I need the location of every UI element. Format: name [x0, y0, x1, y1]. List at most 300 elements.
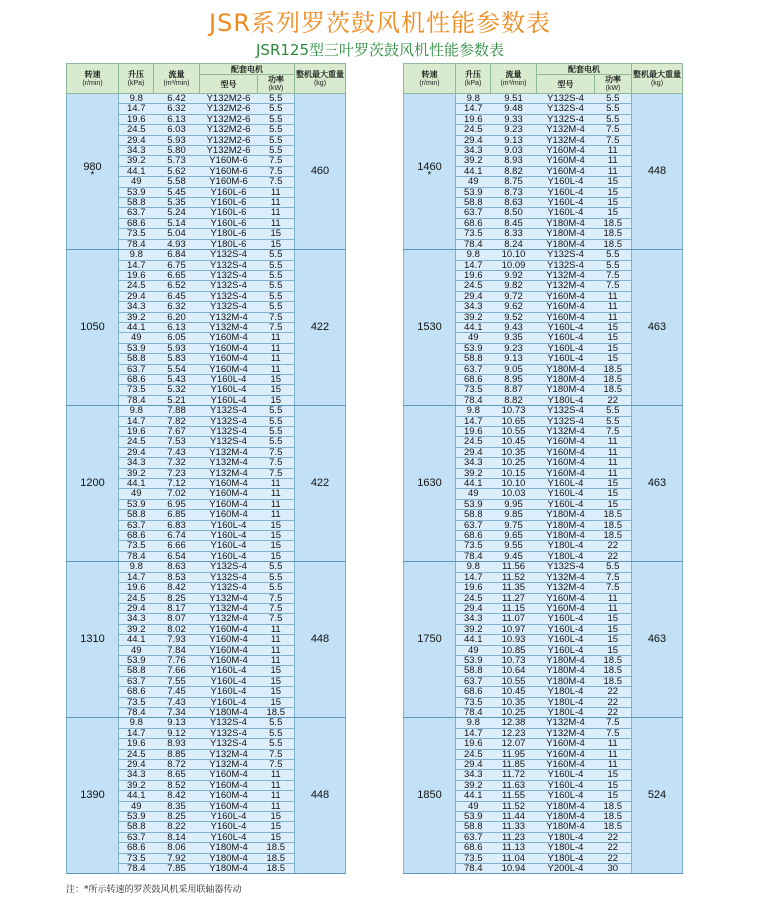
flow-cell: 9.85: [491, 510, 537, 520]
flow-cell: 9.23: [491, 343, 537, 353]
flow-cell: 8.22: [154, 822, 200, 832]
model-cell: Y160L-4: [200, 551, 258, 561]
flow-cell: 7.93: [154, 635, 200, 645]
model-cell: Y160L-6: [200, 218, 258, 228]
model-cell: Y132M-4: [537, 427, 595, 437]
flow-cell: 10.65: [491, 416, 537, 426]
flow-cell: 10.55: [491, 676, 537, 686]
model-cell: Y160M-4: [200, 655, 258, 665]
power-cell: 18.5: [595, 801, 632, 811]
model-cell: Y160M-4: [200, 510, 258, 520]
power-cell: 18.5: [595, 655, 632, 665]
flow-cell: 8.02: [154, 624, 200, 634]
power-cell: 15: [595, 354, 632, 364]
pressure-cell: 24.5: [456, 749, 491, 759]
flow-cell: 11.52: [491, 572, 537, 582]
model-cell: Y160M-4: [200, 770, 258, 780]
flow-cell: 6.95: [154, 499, 200, 509]
model-cell: Y180L-6: [200, 229, 258, 239]
model-cell: Y132S-4: [200, 250, 258, 260]
pressure-cell: 14.7: [119, 260, 154, 270]
header-speed: 转速 (r/min): [404, 64, 456, 94]
flow-cell: 9.13: [491, 135, 537, 145]
power-cell: 5.5: [258, 125, 295, 135]
pressure-cell: 58.8: [456, 198, 491, 208]
model-cell: Y180L-4: [537, 697, 595, 707]
model-cell: Y132M2-6: [200, 114, 258, 124]
model-cell: Y160M-4: [537, 468, 595, 478]
power-cell: 7.5: [258, 166, 295, 176]
power-cell: 11: [595, 749, 632, 759]
model-cell: Y160M-4: [537, 749, 595, 759]
model-cell: Y132M-4: [200, 760, 258, 770]
model-cell: Y132M-4: [200, 447, 258, 457]
pressure-cell: 39.2: [119, 624, 154, 634]
model-cell: Y132M-4: [537, 728, 595, 738]
weight-cell: 448: [632, 94, 683, 250]
model-cell: Y160M-4: [200, 343, 258, 353]
pressure-cell: 63.7: [119, 364, 154, 374]
model-cell: Y180M-4: [537, 655, 595, 665]
power-cell: 18.5: [595, 520, 632, 530]
model-cell: Y180L-4: [537, 832, 595, 842]
pressure-cell: 29.4: [119, 603, 154, 613]
pressure-cell: 19.6: [456, 583, 491, 593]
model-cell: Y160L-4: [537, 198, 595, 208]
model-cell: Y160L-6: [200, 187, 258, 197]
flow-cell: 5.24: [154, 208, 200, 218]
model-cell: Y160L-4: [200, 531, 258, 541]
flow-cell: 7.45: [154, 687, 200, 697]
pressure-cell: 34.3: [456, 146, 491, 156]
flow-cell: 9.23: [491, 125, 537, 135]
power-cell: 5.5: [595, 260, 632, 270]
model-cell: Y160M-6: [200, 177, 258, 187]
model-cell: Y132S-4: [200, 302, 258, 312]
power-cell: 15: [258, 832, 295, 842]
power-cell: 7.5: [595, 583, 632, 593]
pressure-cell: 29.4: [456, 603, 491, 613]
power-cell: 11: [258, 791, 295, 801]
flow-cell: 7.67: [154, 427, 200, 437]
header-flow: 流量 (m³/min): [154, 64, 200, 94]
pressure-cell: 58.8: [119, 822, 154, 832]
model-cell: Y200L-4: [537, 864, 595, 874]
table-row: [404, 718, 683, 728]
power-cell: 15: [595, 499, 632, 509]
power-cell: 15: [258, 239, 295, 249]
model-cell: Y132S-4: [537, 250, 595, 260]
model-cell: Y132S-4: [200, 281, 258, 291]
model-cell: Y160M-4: [537, 447, 595, 457]
pressure-cell: 58.8: [119, 666, 154, 676]
model-cell: Y180M-4: [200, 707, 258, 717]
model-cell: Y160L-4: [200, 697, 258, 707]
power-cell: 22: [595, 551, 632, 561]
power-cell: 15: [258, 687, 295, 697]
pressure-cell: 29.4: [119, 760, 154, 770]
model-cell: Y180M-4: [537, 676, 595, 686]
model-cell: Y160L-4: [200, 822, 258, 832]
power-cell: 11: [258, 208, 295, 218]
model-cell: Y180L-4: [537, 843, 595, 853]
model-cell: Y132S-4: [537, 406, 595, 416]
flow-cell: 8.50: [491, 208, 537, 218]
power-cell: 5.5: [258, 104, 295, 114]
pressure-cell: 78.4: [119, 551, 154, 561]
power-cell: 22: [595, 395, 632, 405]
pressure-cell: 24.5: [456, 593, 491, 603]
power-cell: 7.5: [258, 603, 295, 613]
model-cell: Y160M-4: [537, 291, 595, 301]
pressure-cell: 34.3: [456, 770, 491, 780]
flow-cell: 5.93: [154, 343, 200, 353]
pressure-cell: 19.6: [119, 114, 154, 124]
power-cell: 18.5: [595, 385, 632, 395]
power-cell: 7.5: [595, 135, 632, 145]
model-cell: Y132M-4: [537, 718, 595, 728]
power-cell: 15: [258, 531, 295, 541]
model-cell: Y132S-4: [537, 416, 595, 426]
power-cell: 5.5: [595, 562, 632, 572]
flow-cell: 8.53: [154, 572, 200, 582]
model-cell: Y180L-4: [537, 707, 595, 717]
pressure-cell: 73.5: [456, 853, 491, 863]
header-pressure: 升压 (kPa): [119, 64, 154, 94]
model-cell: Y160M-6: [200, 166, 258, 176]
pressure-cell: 24.5: [119, 125, 154, 135]
flow-cell: 8.14: [154, 832, 200, 842]
flow-cell: 6.45: [154, 291, 200, 301]
pressure-cell: 34.3: [119, 302, 154, 312]
model-cell: Y160M-4: [200, 791, 258, 801]
model-cell: Y132S-4: [200, 406, 258, 416]
flow-cell: 11.07: [491, 614, 537, 624]
model-cell: Y160L-4: [537, 187, 595, 197]
flow-cell: 10.73: [491, 406, 537, 416]
flow-cell: 5.04: [154, 229, 200, 239]
power-cell: 15: [595, 614, 632, 624]
weight-cell: 422: [295, 406, 346, 562]
pressure-cell: 29.4: [119, 135, 154, 145]
model-cell: Y180L-4: [537, 541, 595, 551]
model-cell: Y160M-4: [200, 354, 258, 364]
model-cell: Y160L-4: [200, 395, 258, 405]
pressure-cell: 78.4: [456, 395, 491, 405]
header-flow: 流量 (m³/min): [491, 64, 537, 94]
power-cell: 11: [595, 302, 632, 312]
model-cell: Y160L-4: [537, 645, 595, 655]
pressure-cell: 24.5: [456, 437, 491, 447]
pressure-cell: 53.9: [456, 655, 491, 665]
flow-cell: 6.83: [154, 520, 200, 530]
flow-cell: 12.07: [491, 739, 537, 749]
flow-cell: 8.85: [154, 749, 200, 759]
power-cell: 22: [595, 687, 632, 697]
model-cell: Y132S-4: [200, 583, 258, 593]
power-cell: 11: [258, 645, 295, 655]
power-cell: 7.5: [595, 572, 632, 582]
model-cell: Y160L-4: [537, 780, 595, 790]
model-cell: Y160M-4: [537, 739, 595, 749]
model-cell: Y132M-4: [537, 125, 595, 135]
pressure-cell: 29.4: [456, 447, 491, 457]
flow-cell: 11.52: [491, 801, 537, 811]
flow-cell: 7.32: [154, 458, 200, 468]
model-cell: Y132M-4: [200, 322, 258, 332]
model-cell: Y180M-4: [200, 864, 258, 874]
flow-cell: 10.85: [491, 645, 537, 655]
model-cell: Y180L-4: [537, 551, 595, 561]
model-cell: Y180M-4: [537, 520, 595, 530]
flow-cell: 6.13: [154, 114, 200, 124]
table-row: [404, 250, 683, 260]
flow-cell: 8.75: [491, 177, 537, 187]
power-cell: 11: [595, 447, 632, 457]
flow-cell: 8.25: [154, 593, 200, 603]
flow-cell: 8.93: [154, 739, 200, 749]
power-cell: 5.5: [258, 416, 295, 426]
pressure-cell: 29.4: [456, 135, 491, 145]
model-cell: Y160M-4: [200, 364, 258, 374]
model-cell: Y132M-4: [200, 312, 258, 322]
pressure-cell: 39.2: [119, 312, 154, 322]
model-cell: Y180M-4: [537, 812, 595, 822]
pressure-cell: 73.5: [456, 697, 491, 707]
flow-cell: 8.07: [154, 614, 200, 624]
flow-cell: 6.05: [154, 333, 200, 343]
pressure-cell: 14.7: [456, 104, 491, 114]
model-cell: Y132M-4: [537, 270, 595, 280]
flow-cell: 6.65: [154, 270, 200, 280]
table-row: [404, 406, 683, 416]
power-cell: 15: [595, 198, 632, 208]
flow-cell: 10.94: [491, 864, 537, 874]
power-cell: 15: [258, 666, 295, 676]
model-cell: Y160M-4: [537, 458, 595, 468]
power-cell: 22: [595, 697, 632, 707]
performance-table-right: [403, 63, 683, 874]
pressure-cell: 53.9: [456, 812, 491, 822]
model-cell: Y132M2-6: [200, 135, 258, 145]
power-cell: 11: [258, 333, 295, 343]
model-cell: Y132S-4: [200, 260, 258, 270]
flow-cell: 6.20: [154, 312, 200, 322]
model-cell: Y132M2-6: [200, 94, 258, 104]
flow-cell: 6.13: [154, 322, 200, 332]
flow-cell: 10.09: [491, 260, 537, 270]
model-cell: Y132M-4: [200, 614, 258, 624]
flow-cell: 11.63: [491, 780, 537, 790]
power-cell: 7.5: [595, 427, 632, 437]
weight-cell: 463: [632, 250, 683, 406]
power-cell: 11: [258, 635, 295, 645]
flow-cell: 9.52: [491, 312, 537, 322]
power-cell: 18.5: [258, 853, 295, 863]
model-cell: Y160L-4: [200, 832, 258, 842]
pressure-cell: 19.6: [456, 270, 491, 280]
pressure-cell: 44.1: [119, 166, 154, 176]
weight-cell: 460: [295, 94, 346, 250]
flow-cell: 7.34: [154, 707, 200, 717]
power-cell: 15: [258, 374, 295, 384]
pressure-cell: 58.8: [119, 198, 154, 208]
speed-cell: 1200: [67, 406, 119, 562]
flow-cell: 10.10: [491, 250, 537, 260]
flow-cell: 10.73: [491, 655, 537, 665]
power-cell: 5.5: [258, 718, 295, 728]
flow-cell: 8.82: [491, 166, 537, 176]
model-cell: Y132S-4: [537, 94, 595, 104]
power-cell: 11: [258, 364, 295, 374]
flow-cell: 9.43: [491, 322, 537, 332]
model-cell: Y160L-4: [200, 687, 258, 697]
model-cell: Y180M-4: [537, 510, 595, 520]
flow-cell: 5.43: [154, 374, 200, 384]
flow-cell: 12.23: [491, 728, 537, 738]
pressure-cell: 39.2: [456, 624, 491, 634]
model-cell: Y160L-4: [537, 614, 595, 624]
power-cell: 11: [595, 593, 632, 603]
power-cell: 7.5: [595, 281, 632, 291]
power-cell: 5.5: [258, 260, 295, 270]
flow-cell: 5.93: [154, 135, 200, 145]
flow-cell: 5.14: [154, 218, 200, 228]
pressure-cell: 58.8: [456, 822, 491, 832]
weight-cell: 448: [295, 718, 346, 874]
flow-cell: 11.33: [491, 822, 537, 832]
flow-cell: 9.95: [491, 499, 537, 509]
speed-cell: 1460 *: [404, 94, 456, 250]
flow-cell: 8.63: [491, 198, 537, 208]
speed-cell: 1530: [404, 250, 456, 406]
pressure-cell: 14.7: [119, 572, 154, 582]
model-cell: Y180M-4: [537, 801, 595, 811]
pressure-cell: 19.6: [119, 583, 154, 593]
flow-cell: 11.13: [491, 843, 537, 853]
power-cell: 7.5: [595, 728, 632, 738]
model-cell: Y132M-4: [200, 749, 258, 759]
pressure-cell: 68.6: [119, 687, 154, 697]
pressure-cell: 19.6: [119, 270, 154, 280]
flow-cell: 9.72: [491, 291, 537, 301]
power-cell: 15: [595, 333, 632, 343]
table-body-right: [404, 94, 683, 874]
flow-cell: 7.55: [154, 676, 200, 686]
flow-cell: 10.93: [491, 635, 537, 645]
table-row: [67, 94, 346, 104]
flow-cell: 5.58: [154, 177, 200, 187]
pressure-cell: 34.3: [456, 458, 491, 468]
model-cell: Y160L-4: [537, 499, 595, 509]
pressure-cell: 24.5: [119, 749, 154, 759]
power-cell: 7.5: [258, 760, 295, 770]
power-cell: 15: [258, 385, 295, 395]
power-cell: 11: [595, 156, 632, 166]
header-model: 型号: [537, 75, 595, 94]
model-cell: Y132M2-6: [200, 146, 258, 156]
flow-cell: 7.12: [154, 479, 200, 489]
pressure-cell: 24.5: [119, 437, 154, 447]
model-cell: Y180M-4: [537, 374, 595, 384]
power-cell: 5.5: [258, 406, 295, 416]
power-cell: 5.5: [258, 146, 295, 156]
pressure-cell: 63.7: [456, 676, 491, 686]
flow-cell: 7.76: [154, 655, 200, 665]
power-cell: 5.5: [258, 270, 295, 280]
flow-cell: 11.35: [491, 583, 537, 593]
pressure-cell: 68.6: [119, 531, 154, 541]
pressure-cell: 68.6: [456, 218, 491, 228]
power-cell: 18.5: [595, 364, 632, 374]
pressure-cell: 68.6: [456, 687, 491, 697]
power-cell: 15: [595, 187, 632, 197]
pressure-cell: 14.7: [119, 728, 154, 738]
power-cell: 15: [258, 395, 295, 405]
flow-cell: 8.42: [154, 791, 200, 801]
flow-cell: 5.32: [154, 385, 200, 395]
pressure-cell: 73.5: [456, 229, 491, 239]
model-cell: Y160L-6: [200, 198, 258, 208]
pressure-cell: 9.8: [119, 406, 154, 416]
flow-cell: 6.74: [154, 531, 200, 541]
model-cell: Y132S-4: [200, 562, 258, 572]
model-cell: Y180M-4: [537, 531, 595, 541]
speed-cell: 1050: [67, 250, 119, 406]
model-cell: Y160M-4: [200, 499, 258, 509]
model-cell: Y132M2-6: [200, 125, 258, 135]
model-cell: Y132M-4: [200, 603, 258, 613]
pressure-cell: 29.4: [119, 447, 154, 457]
pressure-cell: 58.8: [119, 510, 154, 520]
flow-cell: 9.48: [491, 104, 537, 114]
power-cell: 7.5: [258, 156, 295, 166]
pressure-cell: 78.4: [119, 395, 154, 405]
flow-cell: 10.25: [491, 707, 537, 717]
model-cell: Y180M-4: [537, 385, 595, 395]
weight-cell: 524: [632, 718, 683, 874]
power-cell: 15: [258, 697, 295, 707]
model-cell: Y160L-4: [537, 489, 595, 499]
pressure-cell: 73.5: [119, 385, 154, 395]
flow-cell: 9.05: [491, 364, 537, 374]
flow-cell: 7.88: [154, 406, 200, 416]
power-cell: 5.5: [595, 250, 632, 260]
model-cell: Y180M-4: [537, 822, 595, 832]
flow-cell: 9.45: [491, 551, 537, 561]
model-cell: Y180L-4: [537, 687, 595, 697]
pressure-cell: 53.9: [456, 343, 491, 353]
power-cell: 11: [595, 739, 632, 749]
model-cell: Y132M-4: [537, 135, 595, 145]
pressure-cell: 34.3: [456, 302, 491, 312]
pressure-cell: 49: [456, 801, 491, 811]
header-power: 功率 (kW): [258, 75, 295, 94]
speed-cell: 1390: [67, 718, 119, 874]
table-row: [67, 250, 346, 260]
pressure-cell: 58.8: [119, 354, 154, 364]
pressure-cell: 49: [119, 177, 154, 187]
flow-cell: 7.82: [154, 416, 200, 426]
model-cell: Y132S-4: [537, 562, 595, 572]
power-cell: 15: [258, 812, 295, 822]
power-cell: 11: [258, 198, 295, 208]
flow-cell: 8.52: [154, 780, 200, 790]
model-cell: Y160L-4: [200, 676, 258, 686]
flow-cell: 9.55: [491, 541, 537, 551]
power-cell: 5.5: [258, 427, 295, 437]
pressure-cell: 19.6: [456, 114, 491, 124]
